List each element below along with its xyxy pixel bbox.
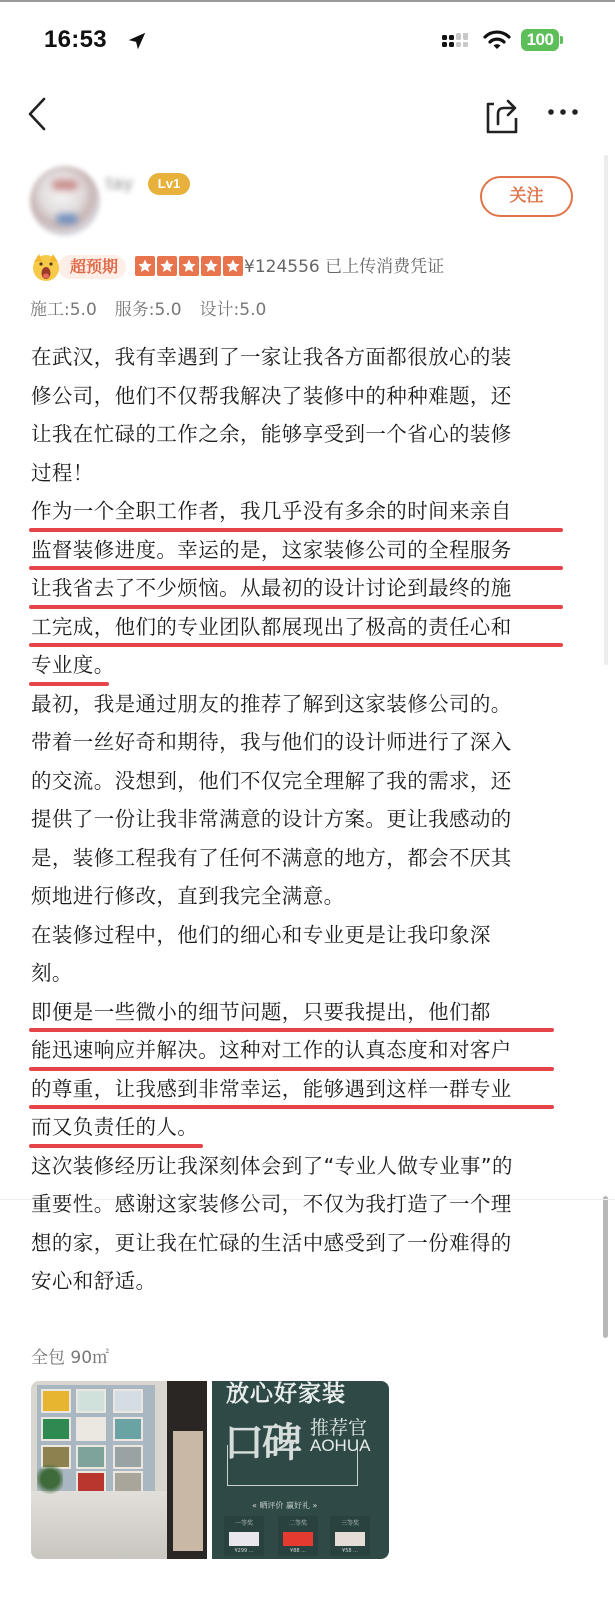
follow-button[interactable]: 关注 — [480, 176, 573, 217]
prize-image — [229, 1532, 259, 1546]
poster-frame — [227, 1445, 358, 1486]
scrollbar-thumb[interactable] — [603, 1196, 608, 1338]
sample-tile — [113, 1445, 143, 1469]
review-line: 想的家，更让我在忙碌的生活中感受到了一份难得的 — [31, 1230, 512, 1255]
poster-subtitle: 推荐官 — [310, 1417, 368, 1439]
score-service: 服务:5.0 — [114, 300, 182, 320]
battery-icon — [521, 29, 563, 51]
share-icon — [484, 96, 520, 136]
more-button[interactable] — [545, 102, 581, 122]
poster-brand: AOHUA — [310, 1436, 371, 1455]
poster-big-text: 口碑 — [224, 1420, 300, 1466]
door-panel — [173, 1431, 203, 1551]
signal-icon — [442, 33, 472, 49]
nav-bar — [0, 88, 615, 138]
more-dots-icon — [545, 102, 581, 122]
star-icon — [179, 256, 199, 276]
review-photo-showroom[interactable] — [31, 1381, 207, 1559]
top-border — [0, 0, 615, 2]
prize-price: ¥88 ... — [290, 1548, 306, 1554]
prize-price: ¥58 ... — [342, 1548, 358, 1554]
share-button[interactable] — [484, 96, 520, 136]
review-text — [31, 338, 576, 1301]
poster-cta: « 晒评价 赢好礼 » — [252, 1501, 318, 1510]
sample-tile — [113, 1389, 143, 1413]
prize-price: ¥299 ... — [234, 1548, 254, 1554]
star-icon — [135, 256, 155, 276]
star-icon — [223, 256, 243, 276]
review-line: 安心和舒适。 — [31, 1269, 157, 1293]
battery-level: 100 — [521, 29, 559, 51]
avatar[interactable] — [30, 166, 100, 236]
wifi-icon — [483, 29, 511, 51]
sample-tile — [76, 1389, 106, 1413]
prize-label: 二等奖 — [288, 1520, 307, 1527]
chevron-left-icon — [24, 94, 54, 134]
score-design: 设计:5.0 — [199, 300, 267, 320]
poster-title: 放心好家装 — [226, 1381, 346, 1407]
review-line-underlined: 监督装修进度。幸运的是，这家装修公司的全程服务 — [31, 531, 576, 570]
review-line: 的交流。没想到，他们不仅完全理解了我的需求，还 — [31, 768, 512, 793]
prize-third — [330, 1516, 370, 1556]
review-line-underlined: 即便是一些微小的细节问题，只要我提出，他们都 — [31, 993, 576, 1032]
review-line: 是，装修工程我有了任何不满意的地方，都会不厌其 — [31, 845, 512, 870]
rating-row — [30, 252, 590, 282]
sample-tile — [41, 1417, 71, 1441]
scrollbar[interactable] — [604, 155, 608, 665]
review-line: 在武汉，我有幸遇到了一家让我各方面都很放心的装 — [31, 345, 512, 369]
star-icon — [201, 256, 221, 276]
star-icon — [157, 256, 177, 276]
review-line: 带着一丝好奇和期待，我与他们的设计师进行了深入 — [31, 730, 512, 754]
exceed-expectation-tag: 超预期 — [58, 255, 126, 279]
review-line: 在装修过程中，他们的细心和专业更是让我印象深 — [31, 922, 491, 947]
shocked-emoji-icon — [30, 252, 64, 282]
review-line: 最初，我是通过朋友的推荐了解到这家装修公司的。 — [31, 691, 512, 716]
score-construction: 施工:5.0 — [30, 300, 97, 320]
review-line-underlined: 的尊重，让我感到非常幸运，能够遇到这样一群专业 — [31, 1070, 576, 1109]
review-line: 这次装修经历让我深刻体会到了“专业人做专业事”的 — [31, 1153, 513, 1178]
review-line: 让我在忙碌的工作之余，能够享受到一个省心的装修 — [31, 422, 512, 446]
status-bar — [0, 22, 615, 58]
sample-tile — [41, 1389, 71, 1413]
price-proof-text: ¥124556 已上传消费凭证 — [244, 257, 445, 277]
plant — [37, 1461, 63, 1497]
review-line: 过程！ — [31, 460, 94, 485]
star-rating — [135, 256, 243, 278]
status-time: 16:53 — [44, 26, 107, 53]
package-tag: 全包 90㎡ — [31, 1348, 110, 1368]
prize-label: 一等奖 — [234, 1520, 253, 1527]
level-badge: Lv1 — [148, 173, 190, 195]
sub-scores — [30, 298, 266, 322]
review-line-underlined: 而又负责任的人。 — [31, 1108, 576, 1147]
prize-label: 三等奖 — [340, 1520, 359, 1527]
prize-image — [335, 1532, 365, 1546]
review-line: 烦地进行修改，直到我完全满意。 — [31, 884, 345, 908]
review-line: 修公司，他们不仅帮我解决了装修中的种种难题，还 — [31, 383, 512, 408]
username[interactable]: tay — [106, 174, 134, 194]
location-arrow-icon — [126, 30, 148, 52]
sample-tile — [76, 1445, 106, 1469]
review-line-underlined: 工完成，他们的专业团队都展现出了极高的责任心和 — [31, 608, 576, 647]
prize-second — [278, 1516, 318, 1556]
prize-image — [283, 1532, 313, 1546]
prize-first — [224, 1516, 264, 1556]
sample-tile — [76, 1417, 106, 1441]
back-button[interactable] — [24, 94, 54, 134]
review-line-underlined: 让我省去了不少烦恼。从最初的设计讨论到最终的施 — [31, 569, 576, 608]
review-photo-poster[interactable] — [212, 1381, 389, 1559]
review-line-underlined: 能迅速响应并解决。这种对工作的认真态度和对客户 — [31, 1031, 576, 1070]
review-line-underlined: 专业度。 — [31, 646, 576, 685]
battery-tip — [560, 36, 563, 44]
review-line: 提供了一份让我非常满意的设计方案。更让我感动的 — [31, 807, 512, 831]
review-line-underlined: 作为一个全职工作者，我几乎没有多余的时间来亲自 — [31, 492, 576, 531]
sample-tile — [113, 1417, 143, 1441]
review-line: 重要性。感谢这家装修公司，不仅为我打造了一个理 — [31, 1192, 512, 1216]
review-line: 刻。 — [31, 961, 73, 985]
